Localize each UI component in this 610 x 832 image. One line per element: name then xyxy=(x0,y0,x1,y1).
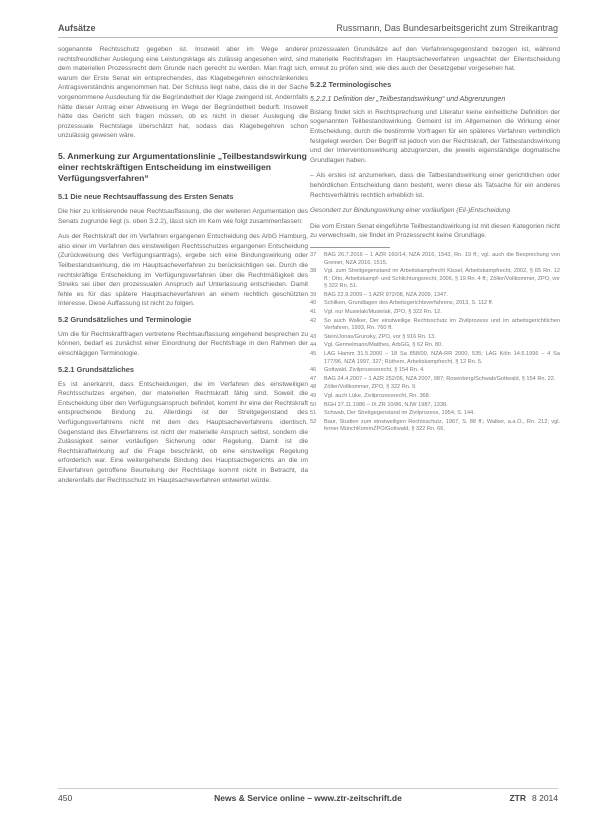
issue-label: 8 2014 xyxy=(532,793,558,803)
page-header xyxy=(58,23,558,37)
footnote-text: Zöller/Vollkommer, ZPO, § 322 Rn. 9. xyxy=(324,384,417,391)
footnote-number: 45 xyxy=(310,351,317,358)
footnote-number: 40 xyxy=(310,300,317,307)
section-heading: 5. Anmerkung zur Argumentationslinie „Teilbestandswirkung einer rechtskräftigen Entscheidung im einstweiligen Verfügungsverfahren“ xyxy=(58,150,307,183)
footer-rule xyxy=(58,788,558,789)
section-label: Aufsätze xyxy=(58,23,96,33)
left-column xyxy=(58,45,308,491)
paragraph: Es ist anerkannt, dass Entscheidungen, die im Verfahren des einstweiligen Rechtsschutzes ergehen, der materiellen Rechtskraft fähig sind. Soweit die Entscheidung über den Verfügungsanspruch befindet, kommt ihr eine der Rechtskraft entsprechende Bindung zu. Allerdings ist der Streitgegenstand des Verfügungsverfahrens nicht mit dem des Hauptsacheverfahrens identisch. Gegenstand des Eilverfahrens ist nicht der materielle Anspruch selbst, sondern die Zulässigkeit seiner vorläufigen Sicherung oder Regelung. Damit ist die Rechtskraftwirkung auf die Frage beschränkt, ob eine einstweilige Regelung erforderlich war. Eine weitergehende Bindung des Hauptsachegerichts an die im Eilverfahren getroffene Beurteilung der Rechtslage kommt nicht in Betracht, da anderenfalls der Rechtsschutz im Hauptsacheverfahren entwertet würde. xyxy=(58,380,308,484)
journal-issue xyxy=(509,793,558,803)
footnote-number: 43 xyxy=(310,333,317,340)
footnote-text: BAG 24.4.2007 – 1 AZR 252/06, NZA 2007, 987; Rosenberg/Schwab/Gottwald, § 154 Rn. 22. xyxy=(324,375,556,382)
footnote xyxy=(310,342,560,350)
footnote xyxy=(310,376,560,384)
page-footer xyxy=(58,793,558,807)
paragraph: Um die für Rechtskraftfragen vertretene Rechtsauffassung eingehend besprechen zu können, bedarf es zunächst einer Einordnung der Rechtsfrage in den Rahmen der einschlägigen Terminologie. xyxy=(58,330,308,358)
footnote xyxy=(310,309,560,317)
paragraph: Gesondert zur Bindungswirkung einer vorläufigen (Eil-)Entscheidung xyxy=(310,207,511,215)
footnote-number: 50 xyxy=(310,401,317,408)
footnote-number: 42 xyxy=(310,317,317,324)
footnote-number: 48 xyxy=(310,384,317,391)
footnote-number: 37 xyxy=(310,251,317,258)
footnote-text: Schwab, Der Streitgegenstand im Zivilprozess, 1954, S. 144. xyxy=(324,410,475,417)
footnote xyxy=(310,268,560,291)
footnote-number: 47 xyxy=(310,375,317,382)
footnote-text: BAG 26.7.2016 – 1 AZR 160/14, NZA 2016, 1543, Rn. 19 ff.; vgl. auch die Besprechung von Greiner, NZA 2016, 1515. xyxy=(324,251,560,266)
footnote xyxy=(310,318,560,333)
page-number: 450 xyxy=(58,793,73,803)
footnote-number: 46 xyxy=(310,367,317,374)
footnote xyxy=(310,367,560,375)
footnote-text: Vgl. zum Streitgegenstand im Arbeitskampfrecht Kissel, Arbeitskampfrecht, 2002, § 65 Rn. 12 ff.; Otto, Arbeitskampf- und Schlichtungsrecht, 2006, § 19 Rn. 4 ff.; Zöller/Vollkommer, ZPO, vor § 322 Rn. 51. xyxy=(324,268,560,290)
paragraph: Die hier zu kritisierende neue Rechtsauffassung, die der weiteren Argumentation des Senats zugrunde liegt (s. oben 3.2.2), lässt sich im Kern wie folgt zusammenfassen: xyxy=(58,207,308,225)
paragraph: Bislang findet sich in Rechtsprechung und Literatur keine einheitliche Definition der sogenannten Teilbestandswirkung. Gemeint ist im Allgemeinen die Wirkung einer Entscheidung, durch die bestimmte Vorfragen für ein späteres Verfahren verbindlich festgelegt werden. Der Begriff ist jedoch von der Rechtskraft, der Tatbestandswirkung und der Interventionswirkung abzugrenzen, die jeweils eigenständige dogmatische Grundlagen haben. xyxy=(310,108,560,164)
footer-link[interactable]: News & Service online – www.ztr-zeitschrift.de xyxy=(214,793,402,803)
footnote-number: 41 xyxy=(310,309,317,316)
header-rule xyxy=(58,37,558,38)
paragraph: – Als erstes ist anzumerken, dass die Tatbestandswirkung einer gerichtlichen oder behördlichen Entscheidung dann besteht, wenn diese als Tatsache für ein anderes Rechtsverhältnis rechtlich erheblich ist. xyxy=(310,172,560,199)
footnote-text: LAG Hamm 31.5.2000 – 18 Sa 858/00, NZA-RR 2000, 535; LAG Köln 14.6.1996 – 4 Sa 177/96, NZA 1997, 327; Rüthers, Arbeitskampfrecht, § 12 Rn. 5. xyxy=(324,351,560,365)
subsection-heading: 5.1 Die neue Rechtsauffassung des Ersten Senats xyxy=(58,191,234,201)
footnote xyxy=(310,252,560,267)
journal-name: ZTR xyxy=(509,793,526,803)
paragraph: Die vom Ersten Senat eingeführte Teilbestandswirkung ist mit diesen Kategorien nicht zu verwechseln, sie findet im Prozessrecht keine Grundlage. xyxy=(310,222,560,240)
footnote-text: So auch Walker, Der einstweilige Rechtsschutz im Zivilprozess und im arbeitsgerichtlichen Verfahren, 1993, Rn. 760 ff. xyxy=(324,317,560,332)
paragraph: sogenannte Rechtsschutz gegeben ist. Insoweit aber im Wege anderer rechtsfreundlicher Auslegung eine Leistungsklage als zulässig angesehen wird, sind dem materiellen Prozessrecht dem Grunde nach gerecht zu werden. Man fragt sich, warum der Erste Senat ein entsprechendes, das Klagebegehren einschränkendes Antragsverständnis angenommen hat. Der Schluss liegt nahe, dass die in der Sache vorgenommene Ausdeutung für die Begründetheit der Klage zwingend ist. Andernfalls hätte dieser Antrag einer Abweisung im Wege der Begründetheit bedurft. Insoweit hätte das Gericht sich fragen müssen, ob es nicht in dieser Auslegung die prozessuale Rechtslage überschätzt hat, sodass das Klagebegehren schon unzulässig gewesen wäre. xyxy=(58,46,308,140)
paragraph: prozessualen Grundsätze auf den Verfahrensgegenstand bezogen ist, während materielle Rechtsfragen im Hauptsacheverfahren ungeachtet der Eilentscheidung erneut zu prüfen sind, wie dies auch der Gesetzgeber vorgesehen hat. xyxy=(310,46,560,73)
footnote xyxy=(310,300,560,308)
footnote xyxy=(310,292,560,300)
subsection-heading: 5.2.1 Grundsätzliches xyxy=(58,364,134,374)
footnote-number: 52 xyxy=(310,418,317,425)
footnote xyxy=(310,393,560,401)
footnotes xyxy=(310,252,560,434)
footnote-text: Gottwald, Zivilprozessrecht, § 154 Rn. 4. xyxy=(324,367,425,374)
footnote-text: Baur, Studien zum einstweiligen Rechtsschutz, 1967, S. 88 ff.; Walker, a.a.O., Rn. 212; vgl. ferner MünchKommZPO/Gottwald, § 322 Rn. 66. xyxy=(324,418,560,433)
running-title: Russmann, Das Bundesarbeitsgericht zum Streikantrag xyxy=(336,23,558,33)
footnote-text: Vgl. auch Lüke, Zivilprozessrecht, Rn. 368. xyxy=(324,393,431,399)
footnote-text: Stein/Jonas/Grunsky, ZPO, vor § 916 Rn. 13. xyxy=(324,333,436,340)
subsection-heading: 5.2 Grundsätzliches und Terminologie xyxy=(58,314,192,324)
footnote xyxy=(310,351,560,366)
footnote-text: Vgl. nur Musielak/Musielak, ZPO, § 322 Rn. 12. xyxy=(324,309,442,316)
right-column xyxy=(310,45,560,435)
footnote-number: 38 xyxy=(310,268,317,275)
footnote xyxy=(310,402,560,410)
footnote xyxy=(310,410,560,418)
footnote xyxy=(310,334,560,342)
subsection-heading: 5.2.2.1 Definition der „Teilbestandswirkung“ und Abgrenzungen xyxy=(310,95,506,103)
footnote-number: 39 xyxy=(310,291,317,298)
footnote-number: 44 xyxy=(310,342,317,349)
paragraph: Aus der Rechtskraft der im Verfahren ergangenen Entscheidung des ArbG Hamburg, also einer im Verfahren des einstweiligen Rechtsschutzes ergangenen Entscheidung (Zurückweisung des Verfügungsantrags), ergebe sich eine Bindungswirkung oder Teilbestandswirkung, die im Hauptsacheverfahren zu berücksichtigen sei. Durch die rechtskräftige Entscheidung im Verfügungsverfahren über die Rechtmäßigkeit des Streiks sei über den prozessualen Anspruch auf Unterlassung entschieden. Damit fehle es für das spätere Hauptsacheverfahren an einem rechtlich geschützten Interesse. Diese Auffassung ist nicht zu folgen. xyxy=(58,233,308,308)
footnote xyxy=(310,419,560,434)
footnote xyxy=(310,384,560,392)
footnote-number: 49 xyxy=(310,393,317,399)
subsection-heading: 5.2.2 Terminologisches xyxy=(310,79,392,89)
footnote-text: BAG 22.9.2009 – 1 AZR 972/08, NZA 2009, 1347. xyxy=(324,291,448,298)
footnote-number: 51 xyxy=(310,410,317,417)
footnote-rule xyxy=(310,247,390,248)
footnote-text: Vgl. Germelmann/Matthes, ArbGG, § 62 Rn. 80. xyxy=(324,342,443,349)
footnote-text: Schilken, Grundlagen des Arbeitsgerichtsverfahrens, 2013, S. 112 ff. xyxy=(324,300,494,307)
footnote-text: BGH 27.11.1986 – IX ZR 10/86, NJW 1987, 1338. xyxy=(324,401,448,408)
